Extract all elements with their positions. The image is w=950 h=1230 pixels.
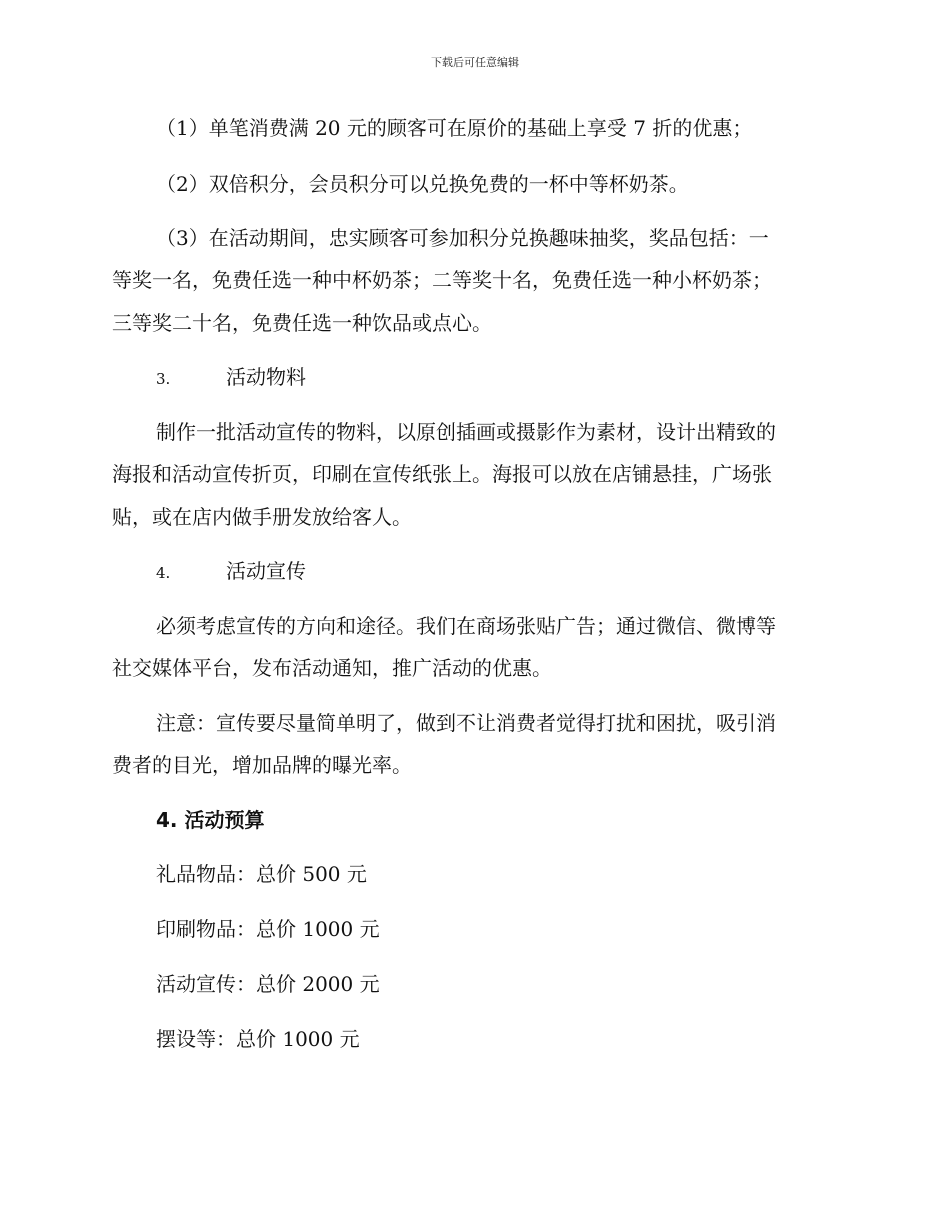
section-title: 活动宣传 bbox=[226, 559, 306, 583]
paragraph-materials-line-3: 贴，或在店内做手册发放给客人。 bbox=[112, 505, 412, 529]
paragraph-offer-3-line-1: （3）在活动期间，忠实顾客可参加积分兑换趣味抽奖，奖品包括：一 bbox=[156, 226, 769, 250]
page-header: 下载后可任意编辑 bbox=[431, 56, 519, 69]
paragraph-note-line-2: 费者的目光，增加品牌的曝光率。 bbox=[112, 753, 412, 777]
paragraph-note-line-1: 注意：宣传要尽量简单明了，做到不让消费者觉得打扰和困扰，吸引消 bbox=[156, 711, 776, 735]
budget-item-promotion: 活动宣传：总价 2000 元 bbox=[156, 972, 380, 996]
paragraph-offer-1: （1）单笔消费满 20 元的顾客可在原价的基础上享受 7 折的优惠； bbox=[156, 116, 753, 140]
section-title: 活动物料 bbox=[226, 365, 306, 389]
budget-item-setup: 摆设等：总价 1000 元 bbox=[156, 1027, 360, 1051]
section-number: 3. bbox=[156, 370, 171, 388]
budget-item-printing: 印刷物品：总价 1000 元 bbox=[156, 917, 380, 941]
budget-heading: 4. 活动预算 bbox=[156, 808, 265, 832]
paragraph-materials-line-2: 海报和活动宣传折页，印刷在宣传纸张上。海报可以放在店铺悬挂，广场张 bbox=[112, 462, 772, 486]
paragraph-promotion-line-1: 必须考虑宣传的方向和途径。我们在商场张贴广告；通过微信、微博等 bbox=[156, 614, 776, 638]
paragraph-offer-3-line-2: 等奖一名，免费任选一种中杯奶茶；二等奖十名，免费任选一种小杯奶茶； bbox=[112, 268, 772, 292]
section-heading-promotion bbox=[156, 559, 306, 585]
paragraph-offer-3-line-3: 三等奖二十名，免费任选一种饮品或点心。 bbox=[112, 311, 492, 335]
section-number: 4. bbox=[156, 564, 171, 582]
budget-item-gifts: 礼品物品：总价 500 元 bbox=[156, 862, 367, 886]
paragraph-offer-2: （2）双倍积分，会员积分可以兑换免费的一杯中等杯奶茶。 bbox=[156, 172, 689, 196]
paragraph-materials-line-1: 制作一批活动宣传的物料，以原创插画或摄影作为素材，设计出精致的 bbox=[156, 420, 776, 444]
paragraph-promotion-line-2: 社交媒体平台，发布活动通知，推广活动的优惠。 bbox=[112, 656, 552, 680]
section-heading-materials bbox=[156, 365, 306, 391]
